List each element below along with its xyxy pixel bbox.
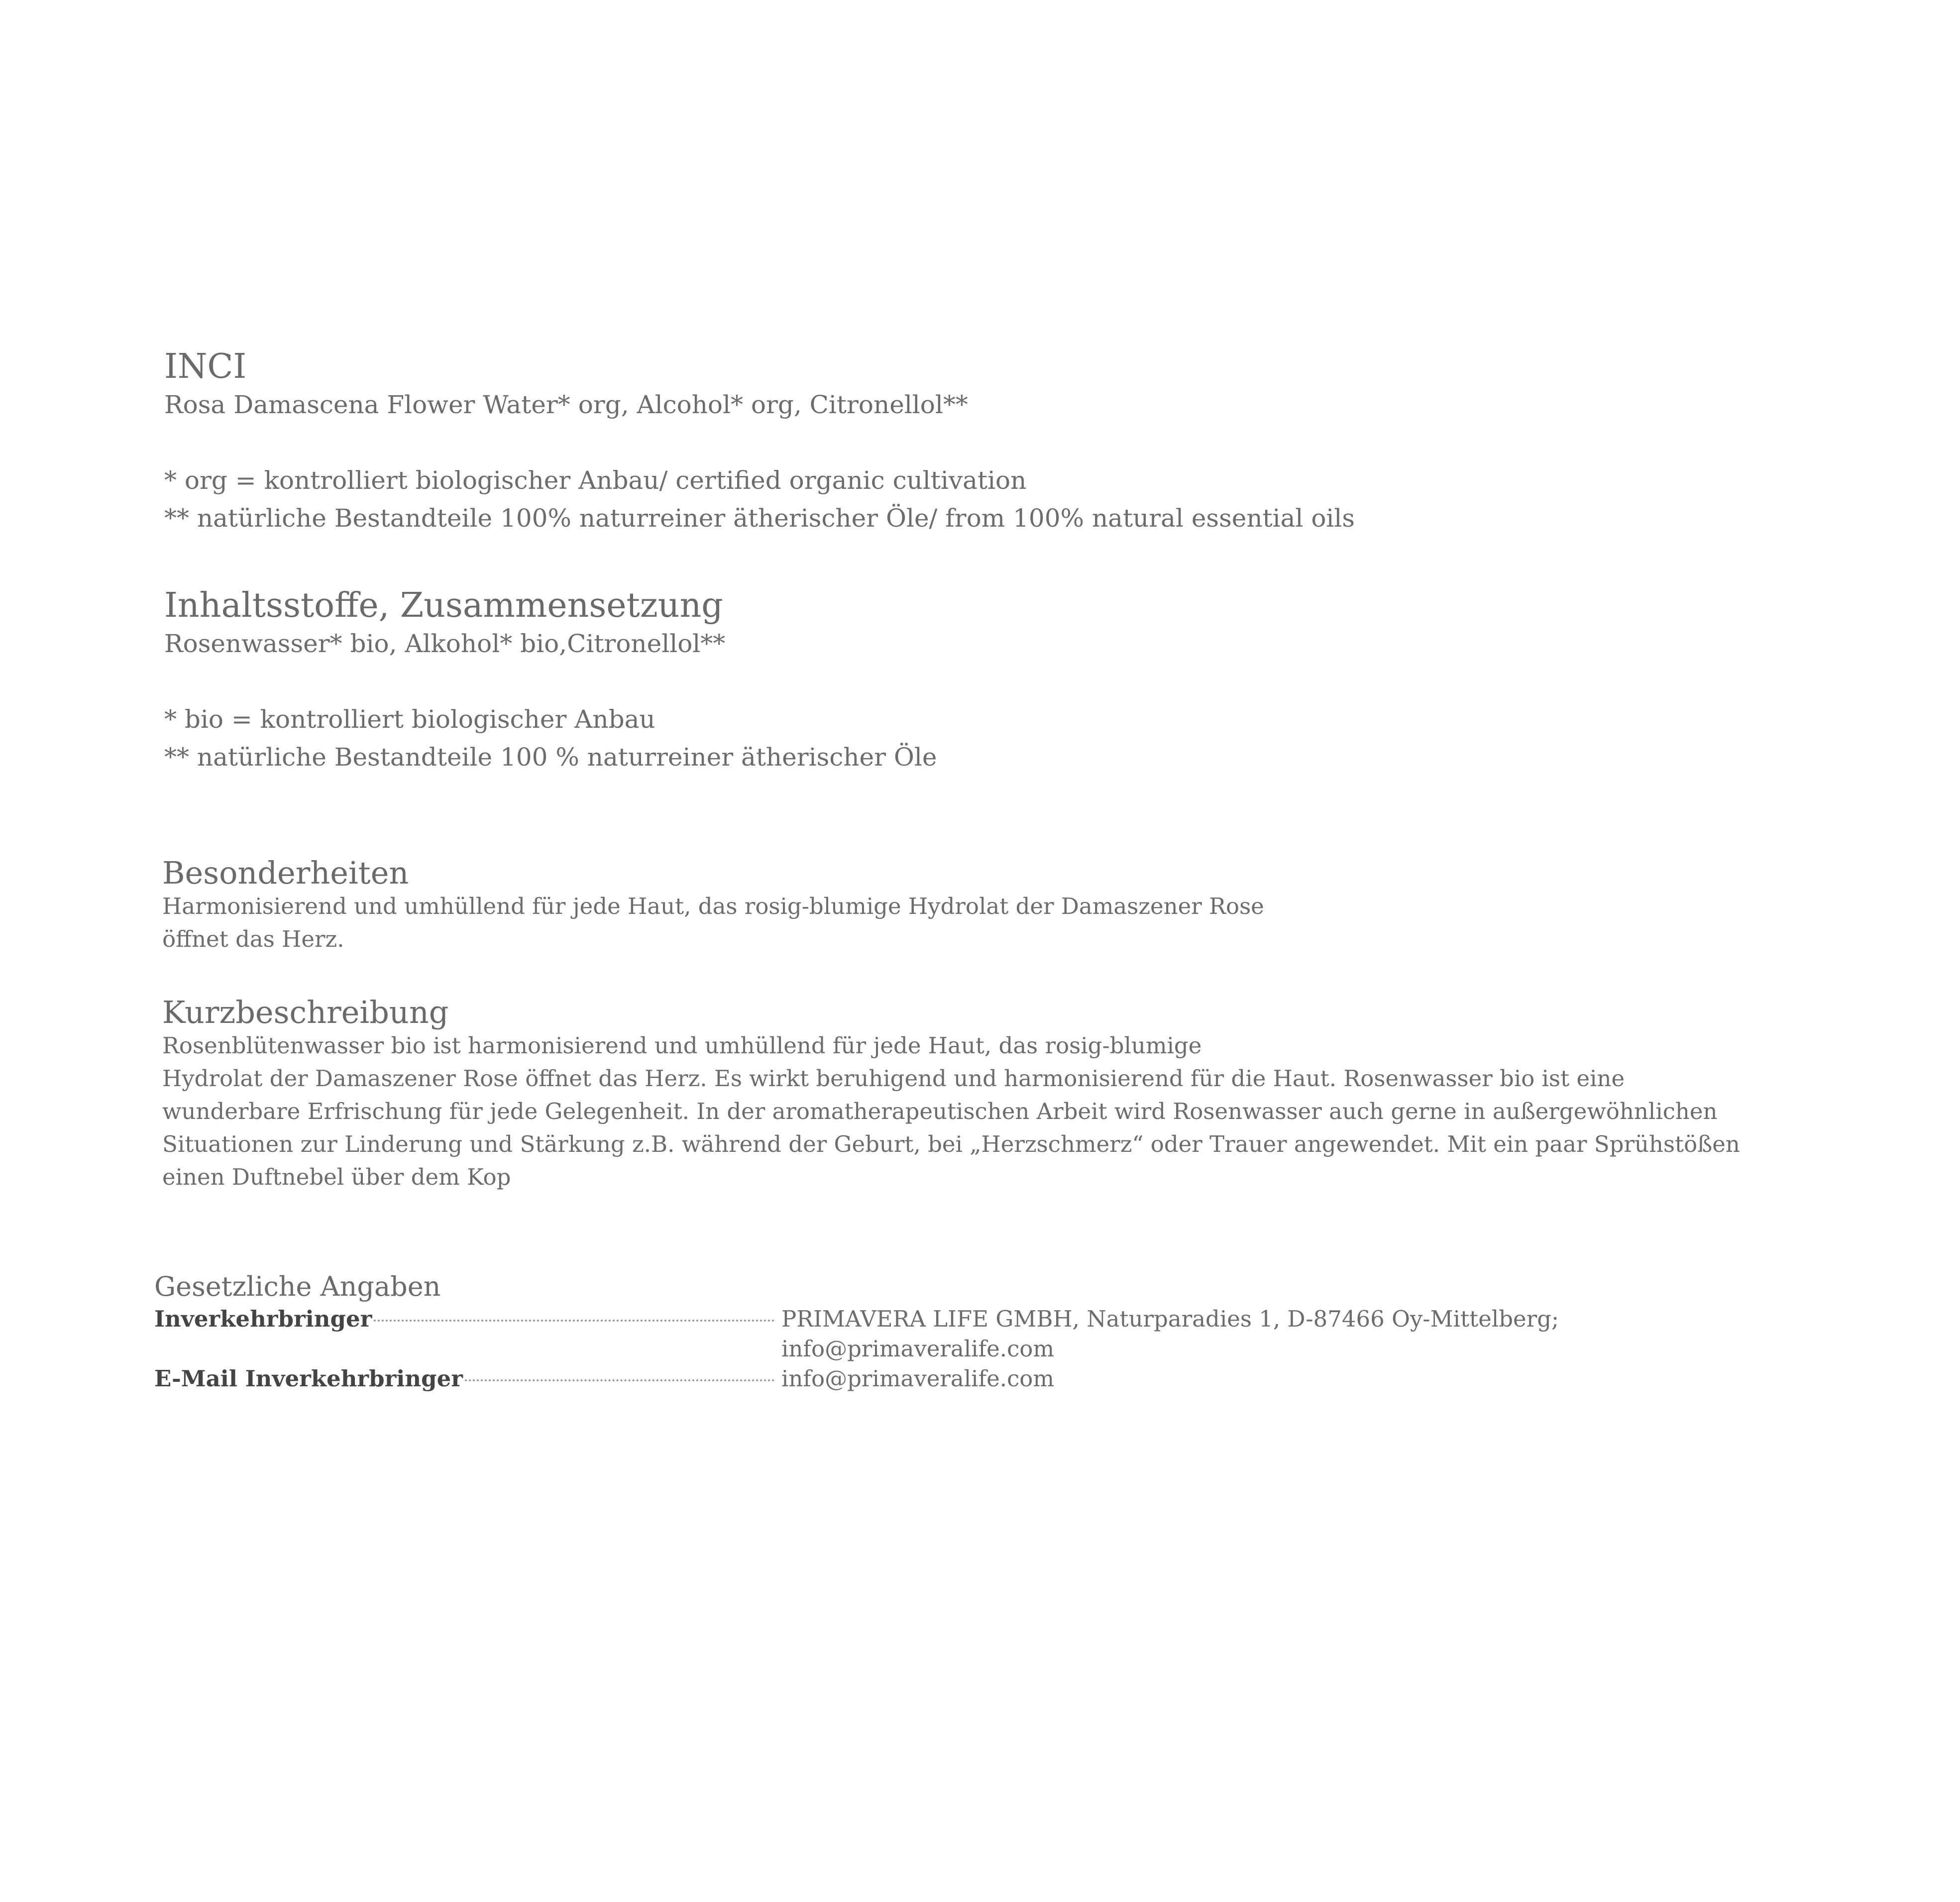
gesetzliche-angaben-heading: Gesetzliche Angaben (154, 1271, 441, 1302)
inci-note-natural: ** natürliche Bestandteile 100% naturreiner ätherischer Öle/ from 100% natural essential oils (164, 503, 1355, 533)
kurzbeschreibung-line: Hydrolat der Damaszener Rose öffnet das Herz. Es wirkt beruhigend und harmonisierend für die Haut. Rosenwasser bio ist eine (162, 1065, 1625, 1092)
kurzbeschreibung-heading: Kurzbeschreibung (162, 994, 449, 1030)
legal-value-email: info@primaveralife.com (781, 1336, 1055, 1362)
inhaltsstoffe-section (164, 587, 937, 776)
kurzbeschreibung-line: einen Duftnebel über dem Kop (162, 1164, 511, 1191)
inhaltsstoffe-heading: Inhaltsstoffe, Zusammensetzung (164, 586, 723, 625)
inci-section (164, 348, 1355, 537)
kurzbeschreibung-line: wunderbare Erfrischung für jede Gelegenheit. In der aromatherapeutischen Arbeit wird Rosenwasser auch gerne in außergewöhnlichen (162, 1098, 1718, 1125)
besonderheiten-section (162, 856, 1264, 956)
dotted-leader (465, 1379, 774, 1381)
kurzbeschreibung-line: Situationen zur Linderung und Stärkung z.B. während der Geburt, bei „Herzschmerz“ oder Trauer angewendet. Mit ein paar Sprühstößen (162, 1131, 1740, 1158)
legal-label-container (154, 1364, 781, 1394)
inhaltsstoffe-note-bio: * bio = kontrolliert biologischer Anbau (164, 704, 655, 734)
legal-label: Inverkehrbringer (154, 1306, 372, 1333)
spacer (164, 424, 1355, 461)
inci-ingredients: Rosa Damascena Flower Water* org, Alcohol* org, Citronellol** (164, 390, 968, 419)
inhaltsstoffe-ingredients: Rosenwasser* bio, Alkohol* bio,Citronellol** (164, 629, 726, 658)
besonderheiten-line: Harmonisierend und umhüllend für jede Haut, das rosig-blumige Hydrolat der Damaszener Rose (162, 893, 1264, 920)
inci-note-organic: * org = kontrolliert biologischer Anbau/ certified organic cultivation (164, 465, 1027, 495)
inhaltsstoffe-note-natural: ** natürliche Bestandteile 100 % naturreiner ätherischer Öle (164, 742, 937, 772)
legal-value (781, 1304, 1559, 1364)
dotted-leader (374, 1320, 774, 1322)
legal-value (781, 1364, 1054, 1394)
spacer (164, 663, 937, 700)
legal-label: E-Mail Inverkehrbringer (154, 1365, 463, 1392)
gesetzliche-angaben-section (154, 1272, 1797, 1394)
legal-row-email-inverkehrbringer (154, 1364, 1797, 1394)
kurzbeschreibung-section (162, 996, 1740, 1194)
legal-value-email: info@primaveralife.com (781, 1365, 1055, 1392)
inci-heading: INCI (164, 347, 247, 386)
kurzbeschreibung-line: Rosenblütenwasser bio ist harmonisierend und umhüllend für jede Haut, das rosig-blumige (162, 1032, 1202, 1059)
besonderheiten-heading: Besonderheiten (162, 855, 409, 891)
legal-label-container (154, 1304, 781, 1334)
legal-row-inverkehrbringer (154, 1304, 1797, 1364)
legal-value-line: PRIMAVERA LIFE GMBH, Naturparadies 1, D-87466 Oy-Mittelberg; (781, 1306, 1559, 1333)
besonderheiten-line: öffnet das Herz. (162, 926, 344, 953)
